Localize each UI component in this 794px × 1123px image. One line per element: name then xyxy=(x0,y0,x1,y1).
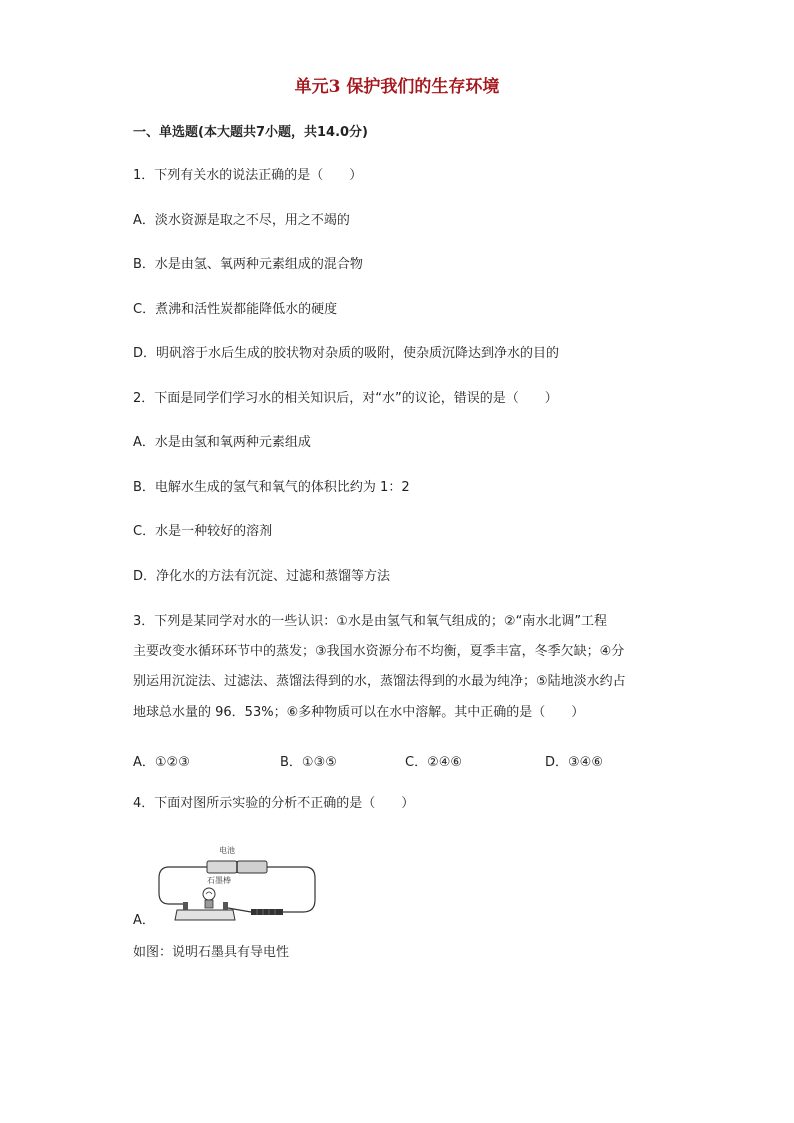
page-title: 单元3 保护我们的生存环境 xyxy=(294,77,500,97)
q2-option-a: A．水是由氢和氧两种元素组成 xyxy=(133,435,311,450)
q1-option-b: B．水是由氢、氧两种元素组成的混合物 xyxy=(133,257,363,272)
q4-stem: 4．下面对图所示实验的分析不正确的是（ ） xyxy=(133,796,415,811)
q2-option-d: D．净化水的方法有沉淀、过滤和蒸馏等方法 xyxy=(133,569,391,584)
q1-stem: 1．下列有关水的说法正确的是（ ） xyxy=(133,168,363,183)
q2-stem: 2．下面是同学们学习水的相关知识后，对“水”的议论，错误的是（ ） xyxy=(133,391,558,406)
q3-option-b: B．①③⑤ xyxy=(280,755,337,770)
q3-option-c: C．②④⑥ xyxy=(405,755,463,770)
battery-cell-right xyxy=(237,861,267,873)
section-heading: 一、单选题(本大题共7小题，共14.0分) xyxy=(133,125,369,140)
q3-stem-line-3: 别运用沉淀法、过滤法、蒸馏法得到的水，蒸馏法得到的水最为纯净；⑤陆地淡水约占 xyxy=(133,674,626,689)
q4-option-a-label: A． xyxy=(133,913,155,928)
q3-stem-line-4: 地球总水量的 96．53%；⑥多种物质可以在水中溶解。其中正确的是（ ） xyxy=(133,705,585,720)
graphite-rod-label: 石墨棒 xyxy=(207,876,231,885)
wire-left xyxy=(159,867,207,904)
terminal-right xyxy=(223,902,228,910)
graphite-rod xyxy=(251,909,283,915)
q1-option-a: A．淡水资源是取之不尽，用之不竭的 xyxy=(133,213,350,228)
q2-option-c: C．水是一种较好的溶剂 xyxy=(133,524,273,539)
q2-option-b: B．电解水生成的氢气和氧气的体积比约为 1：2 xyxy=(133,480,410,495)
q3-option-d: D．③④⑥ xyxy=(545,755,603,770)
base-board xyxy=(175,910,235,920)
battery-cell-left xyxy=(207,861,237,873)
bulb-socket xyxy=(205,900,213,908)
q1-option-c: C．煮沸和活性炭都能降低水的硬度 xyxy=(133,302,338,317)
terminal-left xyxy=(183,902,188,910)
wire-right xyxy=(267,867,315,912)
q4-option-a-caption: 如图：说明石墨具有导电性 xyxy=(133,945,290,960)
q3-stem-line-1: 3．下列是某同学对水的一些认识：①水是由氢气和氧气组成的；②“南水北调”工程 xyxy=(133,614,608,629)
bulb-icon xyxy=(203,888,215,900)
q3-stem-line-2: 主要改变水循环环节中的蒸发；③我国水资源分布不均衡，夏季丰富，冬季欠缺；④分 xyxy=(133,644,625,659)
q3-option-a: A．①②③ xyxy=(133,755,190,770)
battery-label: 电池 xyxy=(219,846,235,855)
circuit-diagram xyxy=(155,838,325,926)
q1-option-d: D．明矾溶于水后生成的胶状物对杂质的吸附，使杂质沉降达到净水的目的 xyxy=(133,346,560,361)
